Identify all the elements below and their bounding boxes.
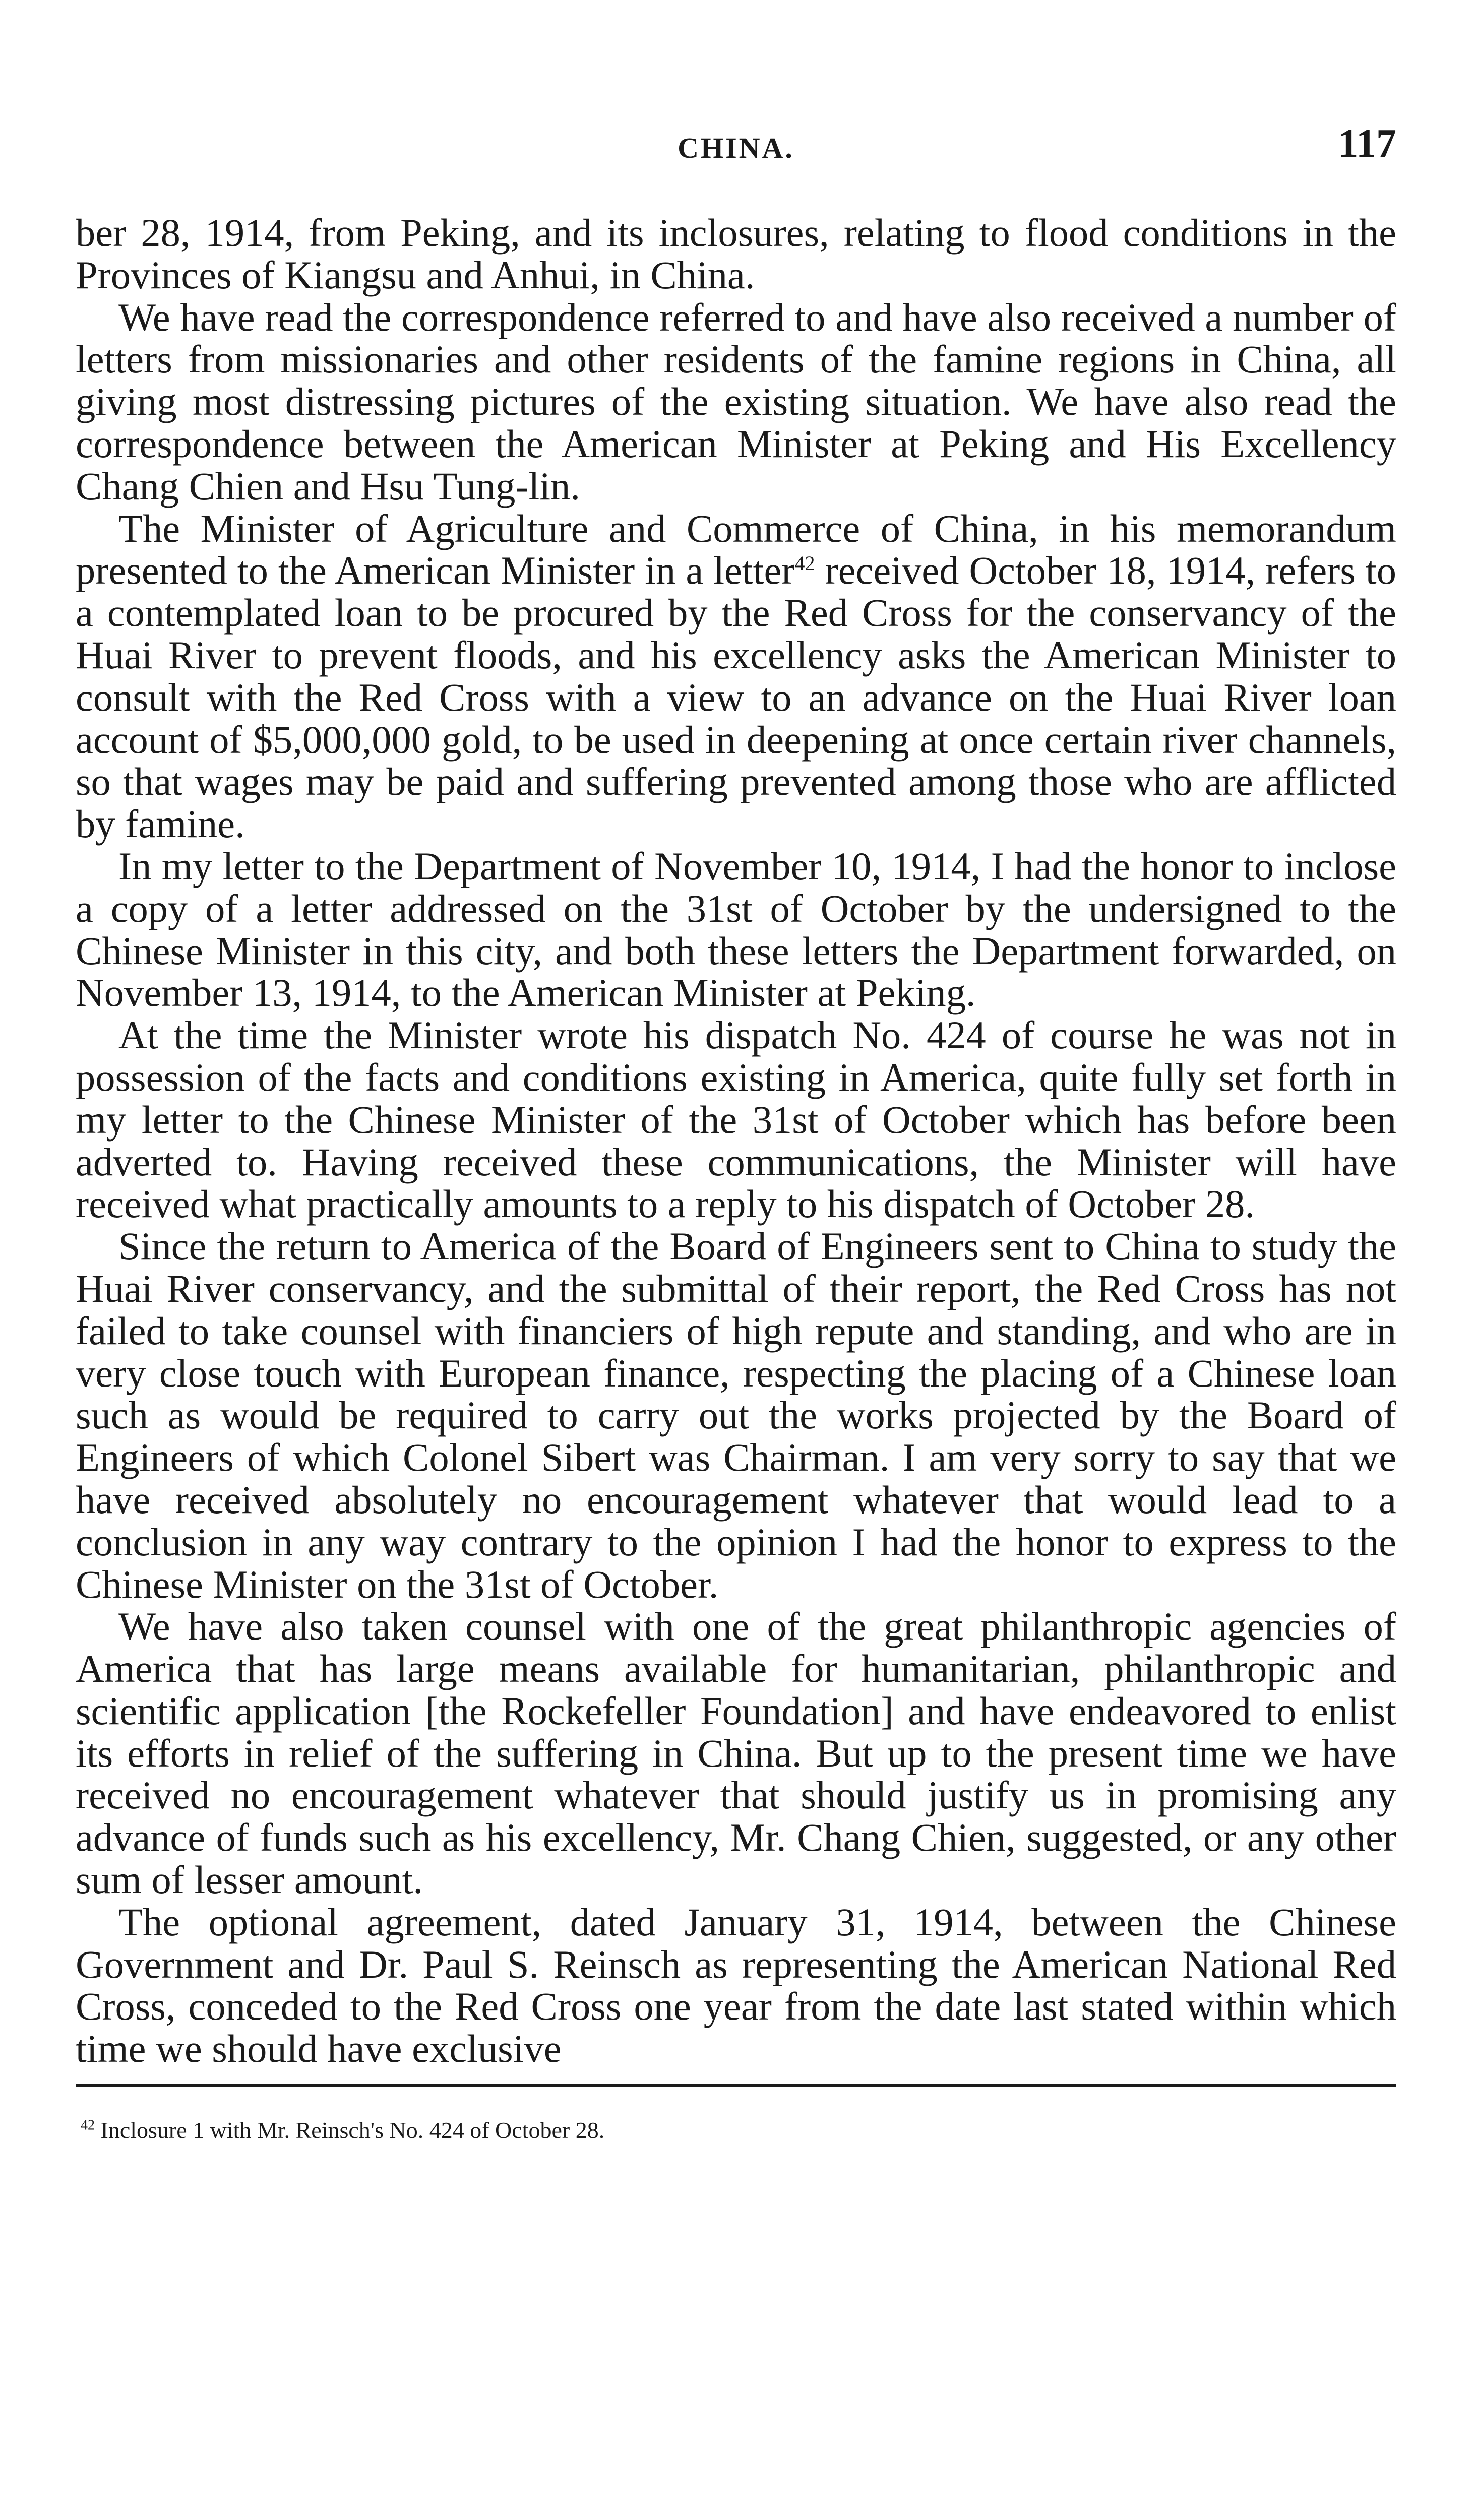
running-head (76, 121, 1396, 176)
page-number: 117 (1338, 121, 1396, 166)
paragraph-3-text-before-ref: The Minister of Agriculture and Commerce of China, in his memorandum presented to the American Minister in a letter (76, 506, 1396, 593)
paragraph-5: At the time the Minister wrote his dispatch No. 424 of course he was not in possession of the facts and conditions existing in America, quite fully set forth in my letter to the Chinese Minister of the 31st of October which has before been adverted to. Having received these communications, the Minister will have received what practically amounts to a reply to his dispatch of October 28. (76, 1013, 1396, 1226)
footnote-marker: 42 (81, 2117, 95, 2133)
footnote-reference: 42 (794, 552, 815, 575)
paragraph-3-text-after-ref: received October 18, 1914, refers to a contemplated loan to be procured by the Red Cross for the conservancy of the Huai River to prevent floods, and his excellency asks the American Minister to consult with the Red Cross with a view to an advance on the Huai River loan account of $5,000,000 gold, to be used in deepening at once certain river channels, so that wages may be paid and suffering prevented among those who are afflicted by famine. (76, 548, 1396, 846)
paragraph-7: We have also taken counsel with one of the great philanthropic agencies of America that has large means available for humanitarian, philanthropic and scientific application [the Rockefeller Foundation] and have endeavored to enlist its efforts in relief of the suffering in China. But up to the present time we have received no encouragement whatever that should justify us in promising any advance of funds such as his excellency, Mr. Chang Chien, suggested, or any other sum of lesser amount. (76, 1604, 1396, 1902)
paragraph-4: In my letter to the Department of November 10, 1914, I had the honor to inclose a copy of a letter addressed on the 31st of October by the undersigned to the Chinese Minister in this city, and both these letters the Department forwarded, on November 13, 1914, to the American Minister at Peking. (76, 844, 1396, 1015)
paragraph-8: The optional agreement, dated January 31, 1914, between the Chinese Government and Dr. Paul S. Reinsch as representing the American National Red Cross, conceded to the Red Cross one year from the date last stated within which time we should have exclusive (76, 1900, 1396, 2071)
paragraph-1: ber 28, 1914, from Peking, and its inclosures, relating to flood conditions in the Provinces of Kiangsu and Anhui, in China. (76, 211, 1396, 297)
footnote-text: Inclosure 1 with Mr. Reinsch's No. 424 of October 28. (95, 2117, 605, 2144)
footnote (76, 2116, 1396, 2145)
footnote-divider (76, 2084, 1396, 2087)
document-page (76, 121, 1396, 2145)
paragraph-2: We have read the correspondence referred to and have also received a number of letters from missionaries and other residents of the famine regions in China, all giving most distressing pictures of the existing situation. We have also read the correspondence between the American Minister at Peking and His Excellency Chang Chien and Hsu Tung-lin. (76, 295, 1396, 508)
paragraph-6: Since the return to America of the Board of Engineers sent to China to study the Huai River conservancy, and the submittal of their report, the Red Cross has not failed to take counsel with financiers of high repute and standing, and who are in very close touch with European finance, respecting the placing of a Chinese loan such as would be required to carry out the works projected by the Board of Engineers of which Colonel Sibert was Chairman. I am very sorry to say that we have received absolutely no encouragement whatever that would lead to a conclusion in any way contrary to the opinion I had the honor to express to the Chinese Minister on the 31st of October. (76, 1224, 1396, 1606)
running-title: CHINA. (678, 132, 794, 164)
body-text (76, 212, 1396, 2070)
paragraph-3 (76, 508, 1396, 845)
